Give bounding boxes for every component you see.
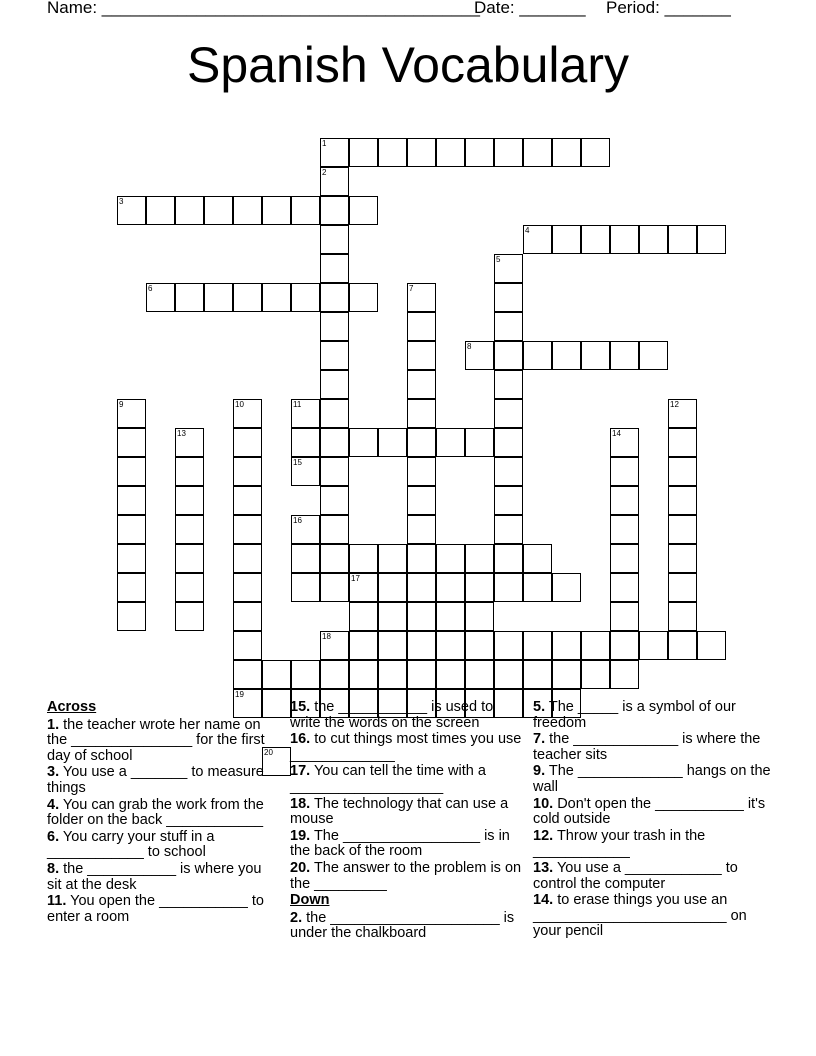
grid-cell[interactable] (407, 573, 436, 602)
grid-cell[interactable] (117, 544, 146, 573)
grid-cell[interactable] (378, 602, 407, 631)
grid-cell[interactable] (523, 573, 552, 602)
date-field[interactable]: Date: _______ (474, 0, 586, 17)
grid-cell[interactable] (436, 544, 465, 573)
grid-cell[interactable] (668, 515, 697, 544)
clue-text: the ___________ is where you sit at the desk (47, 860, 262, 893)
grid-cell[interactable] (117, 196, 146, 225)
clue-text: to erase things you use an ________________________ on your pencil (533, 892, 747, 940)
clue-number-label: 1 (322, 139, 327, 148)
grid-cell[interactable] (610, 486, 639, 515)
grid-cell[interactable] (523, 631, 552, 660)
grid-cell[interactable] (465, 602, 494, 631)
grid-cell[interactable] (349, 602, 378, 631)
clue-text: Throw your trash in the ____________ (533, 827, 706, 860)
grid-cell[interactable] (320, 399, 349, 428)
clue-number-label: 10 (235, 400, 244, 409)
grid-cell[interactable] (523, 341, 552, 370)
grid-cell[interactable] (204, 283, 233, 312)
grid-cell[interactable] (407, 312, 436, 341)
grid-cell[interactable] (233, 428, 262, 457)
grid-cell[interactable] (494, 312, 523, 341)
clue-number-label: 9 (119, 400, 124, 409)
grid-cell[interactable] (494, 370, 523, 399)
grid-cell[interactable] (320, 254, 349, 283)
grid-cell[interactable] (233, 631, 262, 660)
grid-cell[interactable] (552, 225, 581, 254)
grid-cell[interactable] (407, 370, 436, 399)
clue-item (533, 829, 773, 860)
grid-cell[interactable] (465, 660, 494, 689)
grid-cell[interactable] (407, 515, 436, 544)
grid-cell[interactable] (233, 515, 262, 544)
clue-text: the _____________________ is under the chalkboard (290, 909, 515, 942)
clue-text: the ___________ is used to write the words on the screen (290, 699, 494, 731)
grid-cell[interactable] (378, 573, 407, 602)
grid-cell[interactable] (146, 196, 175, 225)
grid-cell[interactable] (639, 225, 668, 254)
grid-cell[interactable] (407, 631, 436, 660)
clue-number-label: 14 (612, 429, 621, 438)
clue-number: 7. (533, 731, 546, 748)
grid-cell[interactable] (610, 428, 639, 457)
clue-number: 3. (47, 764, 60, 781)
clue-number-label: 8 (467, 342, 472, 351)
clue-text: Don't open the ___________ it's cold outside (533, 795, 766, 828)
clue-item (290, 797, 522, 828)
grid-cell[interactable] (175, 457, 204, 486)
clue-number: 20. (290, 859, 311, 876)
grid-cell[interactable] (407, 544, 436, 573)
clue-number: 4. (47, 796, 60, 813)
grid-cell[interactable] (320, 138, 349, 167)
clue-number-label: 11 (293, 400, 302, 409)
grid-cell[interactable] (378, 660, 407, 689)
clue-number: 13. (533, 859, 554, 876)
clue-number-label: 16 (293, 516, 302, 525)
clue-number: 10. (533, 795, 554, 812)
grid-cell[interactable] (581, 341, 610, 370)
clue-text: the _____________ is where the teacher sits (533, 731, 761, 763)
clue-number-label: 20 (264, 748, 273, 757)
grid-cell[interactable] (407, 341, 436, 370)
clues-column-3 (533, 700, 773, 941)
section-heading: Across (47, 699, 97, 715)
clue-number-label: 7 (409, 284, 414, 293)
clue-number-label: 19 (235, 690, 244, 699)
clue-number-label: 2 (322, 168, 327, 177)
clue-item (533, 861, 773, 892)
grid-cell[interactable] (610, 515, 639, 544)
grid-cell[interactable] (117, 428, 146, 457)
grid-cell[interactable] (523, 660, 552, 689)
grid-cell[interactable] (494, 631, 523, 660)
clue-number-label: 15 (293, 458, 302, 467)
clue-number: 5. (533, 699, 546, 715)
clue-text: You can grab the work from the folder on the back ____________ (47, 796, 264, 829)
grid-cell[interactable] (494, 399, 523, 428)
clue-item (290, 764, 522, 795)
grid-cell[interactable] (291, 544, 320, 573)
clue-text: The technology that can use a mouse (290, 795, 509, 828)
clue-text: The answer to the problem is on the _________ (290, 859, 522, 892)
grid-cell[interactable] (233, 544, 262, 573)
grid-cell[interactable] (494, 138, 523, 167)
grid-cell[interactable] (523, 544, 552, 573)
grid-cell[interactable] (494, 341, 523, 370)
grid-cell[interactable] (407, 399, 436, 428)
grid-cell[interactable] (610, 544, 639, 573)
grid-cell[interactable] (668, 573, 697, 602)
grid-cell[interactable] (436, 428, 465, 457)
clue-item (533, 732, 773, 763)
grid-cell[interactable] (581, 225, 610, 254)
grid-cell[interactable] (436, 631, 465, 660)
grid-cell[interactable] (552, 660, 581, 689)
clue-text: You carry your stuff in a ____________ to school (47, 828, 215, 861)
grid-cell[interactable] (552, 631, 581, 660)
grid-cell[interactable] (291, 196, 320, 225)
grid-cell[interactable] (320, 283, 349, 312)
grid-cell[interactable] (233, 573, 262, 602)
grid-cell[interactable] (349, 428, 378, 457)
grid-cell[interactable] (407, 428, 436, 457)
grid-cell[interactable] (320, 573, 349, 602)
clue-number-label: 6 (148, 284, 153, 293)
clue-text: You open the ___________ to enter a room (47, 893, 264, 925)
grid-cell[interactable] (610, 457, 639, 486)
clue-number: 2. (290, 909, 303, 926)
grid-cell[interactable] (407, 138, 436, 167)
clue-text: The _____________ hangs on the wall (533, 763, 771, 795)
grid-cell[interactable] (407, 660, 436, 689)
grid-cell[interactable] (117, 602, 146, 631)
page-title: Spanish Vocabulary (187, 37, 629, 93)
grid-cell[interactable] (320, 544, 349, 573)
grid-cell[interactable] (378, 138, 407, 167)
clue-number-label: 12 (670, 400, 679, 409)
grid-cell[interactable] (465, 341, 494, 370)
grid-cell[interactable] (581, 660, 610, 689)
grid-cell[interactable] (494, 544, 523, 573)
grid-cell[interactable] (668, 428, 697, 457)
grid-cell[interactable] (610, 225, 639, 254)
clue-number: 17. (290, 763, 311, 780)
grid-cell[interactable] (204, 196, 233, 225)
clue-number: 11. (47, 893, 67, 910)
clue-number: 15. (290, 699, 311, 715)
grid-cell[interactable] (407, 486, 436, 515)
grid-cell[interactable] (320, 457, 349, 486)
clue-number: 14. (533, 892, 554, 909)
grid-cell[interactable] (494, 660, 523, 689)
grid-cell[interactable] (436, 573, 465, 602)
grid-cell[interactable] (175, 196, 204, 225)
grid-cell[interactable] (610, 631, 639, 660)
clue-item (290, 732, 522, 763)
clue-item (290, 861, 522, 892)
grid-cell[interactable] (175, 602, 204, 631)
grid-cell[interactable] (175, 573, 204, 602)
clue-item (47, 765, 279, 796)
grid-cell[interactable] (668, 486, 697, 515)
grid-cell[interactable] (465, 573, 494, 602)
grid-cell[interactable] (523, 138, 552, 167)
grid-cell[interactable] (697, 225, 726, 254)
grid-cell[interactable] (349, 631, 378, 660)
clue-item (47, 718, 279, 765)
clue-number-label: 3 (119, 197, 124, 206)
grid-cell[interactable] (668, 631, 697, 660)
grid-cell[interactable] (349, 660, 378, 689)
clue-number-label: 4 (525, 226, 530, 235)
clue-number-label: 5 (496, 255, 501, 264)
grid-cell[interactable] (349, 573, 378, 602)
grid-cell[interactable] (552, 341, 581, 370)
grid-cell[interactable] (407, 283, 436, 312)
grid-cell[interactable] (117, 399, 146, 428)
grid-cell[interactable] (610, 602, 639, 631)
clue-item (290, 700, 522, 731)
grid-cell[interactable] (291, 283, 320, 312)
clue-number: 9. (533, 763, 546, 780)
grid-cell[interactable] (291, 660, 320, 689)
grid-cell[interactable] (494, 254, 523, 283)
grid-cell[interactable] (233, 660, 262, 689)
grid-cell[interactable] (233, 196, 262, 225)
clue-item (533, 700, 773, 731)
grid-cell[interactable] (494, 283, 523, 312)
grid-cell[interactable] (639, 631, 668, 660)
grid-cell[interactable] (349, 283, 378, 312)
grid-cell[interactable] (378, 428, 407, 457)
grid-cell[interactable] (610, 341, 639, 370)
grid-cell[interactable] (262, 283, 291, 312)
grid-cell[interactable] (262, 660, 291, 689)
clue-item (533, 893, 773, 940)
grid-cell[interactable] (175, 486, 204, 515)
grid-cell[interactable] (320, 196, 349, 225)
clue-text: to cut things most times you use _____________ (290, 731, 522, 763)
grid-cell[interactable] (349, 138, 378, 167)
name-field[interactable]: Name: ________________________________________ (47, 0, 480, 17)
grid-cell[interactable] (465, 544, 494, 573)
clue-number-label: 18 (322, 632, 331, 641)
clue-item (533, 797, 773, 828)
grid-cell[interactable] (233, 486, 262, 515)
clue-text: The _________________ is in the back of the room (290, 827, 510, 860)
grid-cell[interactable] (436, 602, 465, 631)
grid-cell[interactable] (117, 457, 146, 486)
grid-cell[interactable] (668, 225, 697, 254)
period-field[interactable]: Period: _______ (606, 0, 731, 17)
grid-cell[interactable] (668, 544, 697, 573)
grid-cell[interactable] (320, 486, 349, 515)
clue-item (47, 894, 279, 925)
clues-column-2 (290, 700, 522, 943)
grid-cell[interactable] (291, 573, 320, 602)
clue-number: 6. (47, 828, 60, 845)
grid-cell[interactable] (378, 631, 407, 660)
clue-item (290, 829, 522, 860)
grid-cell[interactable] (320, 515, 349, 544)
clue-text: the teacher wrote her name on the _______________ for the first day of school (47, 716, 265, 764)
grid-cell[interactable] (320, 312, 349, 341)
grid-cell[interactable] (291, 428, 320, 457)
grid-cell[interactable] (117, 573, 146, 602)
grid-cell[interactable] (610, 573, 639, 602)
clue-number: 19. (290, 827, 311, 844)
grid-cell[interactable] (320, 225, 349, 254)
grid-cell[interactable] (320, 631, 349, 660)
clue-text: You use a ____________ to control the computer (533, 859, 738, 892)
clue-number-label: 13 (177, 429, 186, 438)
grid-cell[interactable] (291, 399, 320, 428)
grid-cell[interactable] (494, 515, 523, 544)
clue-text: The _____ is a symbol of our freedom (533, 699, 736, 731)
grid-cell[interactable] (117, 515, 146, 544)
grid-cell[interactable] (697, 631, 726, 660)
clues-column-1 (47, 700, 279, 926)
grid-cell[interactable] (175, 283, 204, 312)
clue-number: 12. (533, 827, 554, 844)
grid-cell[interactable] (320, 428, 349, 457)
grid-cell[interactable] (349, 544, 378, 573)
clue-number: 18. (290, 795, 311, 812)
grid-cell[interactable] (552, 138, 581, 167)
grid-cell[interactable] (494, 486, 523, 515)
grid-cell[interactable] (436, 138, 465, 167)
clue-number: 1. (47, 716, 60, 733)
grid-cell[interactable] (291, 515, 320, 544)
clue-text: You use a _______ to measure things (47, 764, 264, 796)
grid-cell[interactable] (349, 196, 378, 225)
grid-cell[interactable] (291, 457, 320, 486)
grid-cell[interactable] (668, 602, 697, 631)
grid-cell[interactable] (494, 573, 523, 602)
clue-item (47, 830, 279, 861)
grid-cell[interactable] (407, 457, 436, 486)
grid-cell[interactable] (668, 457, 697, 486)
clue-number-label: 17 (351, 574, 360, 583)
grid-cell[interactable] (262, 196, 291, 225)
grid-cell[interactable] (407, 602, 436, 631)
grid-cell[interactable] (465, 138, 494, 167)
clue-item (47, 798, 279, 829)
grid-cell[interactable] (581, 631, 610, 660)
grid-cell[interactable] (320, 370, 349, 399)
clue-item (290, 911, 522, 942)
grid-cell[interactable] (175, 544, 204, 573)
grid-cell[interactable] (668, 399, 697, 428)
grid-cell[interactable] (494, 457, 523, 486)
grid-cell[interactable] (320, 167, 349, 196)
grid-cell[interactable] (436, 660, 465, 689)
grid-cell[interactable] (233, 283, 262, 312)
clue-text: You can tell the time with a ___________________ (290, 763, 486, 795)
grid-cell[interactable] (233, 457, 262, 486)
clue-item (47, 862, 279, 893)
grid-cell[interactable] (523, 225, 552, 254)
grid-cell[interactable] (320, 660, 349, 689)
clue-number: 16. (290, 731, 311, 748)
grid-cell[interactable] (320, 341, 349, 370)
grid-cell[interactable] (378, 544, 407, 573)
grid-cell[interactable] (465, 428, 494, 457)
grid-cell[interactable] (146, 283, 175, 312)
clue-number: 8. (47, 860, 60, 877)
grid-cell[interactable] (465, 631, 494, 660)
section-heading: Down (290, 892, 330, 909)
grid-cell[interactable] (117, 486, 146, 515)
grid-cell[interactable] (639, 341, 668, 370)
grid-cell[interactable] (233, 602, 262, 631)
grid-cell[interactable] (581, 138, 610, 167)
grid-cell[interactable] (610, 660, 639, 689)
grid-cell[interactable] (552, 573, 581, 602)
clue-item (533, 764, 773, 795)
grid-cell[interactable] (494, 428, 523, 457)
grid-cell[interactable] (175, 515, 204, 544)
grid-cell[interactable] (175, 428, 204, 457)
grid-cell[interactable] (233, 399, 262, 428)
